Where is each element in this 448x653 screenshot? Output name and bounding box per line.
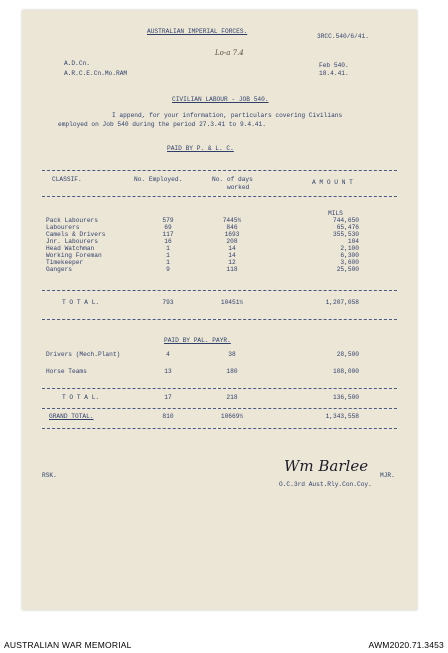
row-employed: 1 xyxy=(166,252,170,259)
signature: Wm Barlee xyxy=(284,457,369,475)
total-amount: 136,500 xyxy=(333,394,359,401)
row-class: Jnr. Labourers xyxy=(46,238,98,245)
row-amount: 2,100 xyxy=(340,245,359,252)
subject-line: CIVILIAN LABOUR - JOB 540. xyxy=(172,96,269,103)
grand-total-label: GRAND TOTAL. xyxy=(49,413,94,420)
row-employed: 117 xyxy=(162,231,174,238)
grand-total-days: 10669½ xyxy=(220,413,244,420)
archive-credit: AUSTRALIAN WAR MEMORIAL xyxy=(4,640,132,650)
column-header-amount: A M O U N T xyxy=(312,179,353,186)
row-class: Camels & Drivers xyxy=(46,231,106,238)
row-class: Pack Labourers xyxy=(46,217,98,224)
row-class: Drivers (Mech.Plant) xyxy=(46,351,121,358)
row-employed: 9 xyxy=(166,266,170,273)
section-heading-paid-by-pl: PAID BY P. & L. C. xyxy=(167,145,234,152)
row-days: 1693 xyxy=(224,231,240,238)
row-amount: 65,476 xyxy=(336,224,359,231)
total-label: T O T A L. xyxy=(62,299,100,306)
column-header-employed: No. Employed. xyxy=(134,176,183,183)
intro-line-2: employed on Job 540 during the period 27.3.41 to 9.4.41. xyxy=(58,121,266,128)
row-amount: 744,650 xyxy=(333,217,359,224)
row-days: 118 xyxy=(226,266,238,273)
row-class: Labourers xyxy=(46,224,80,231)
table-rule xyxy=(42,196,397,197)
total-employed: 17 xyxy=(164,394,172,401)
table-rule xyxy=(42,388,397,389)
intro-line-1: I append, for your information, particulars covering Civilians xyxy=(112,112,343,119)
row-days: 38 xyxy=(228,351,236,358)
column-header-days-2: worked xyxy=(227,184,250,191)
row-days: 208 xyxy=(226,238,238,245)
table-rule xyxy=(42,428,397,429)
row-employed: 16 xyxy=(164,238,172,245)
row-amount: 108,000 xyxy=(333,368,359,375)
row-employed: 1 xyxy=(166,259,170,266)
table-row xyxy=(22,352,417,359)
row-amount: 6,300 xyxy=(340,252,359,259)
total-days: 10451½ xyxy=(220,299,244,306)
column-header-days: No. of days xyxy=(212,176,253,183)
row-days: 7445½ xyxy=(222,217,242,224)
addressee-line-2: A.R.C.E.Cn.Mo.RAM xyxy=(64,70,128,77)
row-employed: 579 xyxy=(162,217,174,224)
row-class: Head Watchman xyxy=(46,245,95,252)
row-class: Working Foreman xyxy=(46,252,102,259)
row-employed: 1 xyxy=(166,245,170,252)
total-row xyxy=(22,300,417,307)
date-line-2: 18.4.41. xyxy=(319,70,349,77)
row-class: Gangers xyxy=(46,266,72,273)
column-header-classification: CLASSIF. xyxy=(52,176,82,183)
row-employed: 4 xyxy=(166,351,170,358)
row-amount: 25,500 xyxy=(336,266,359,273)
table-rule xyxy=(42,290,397,291)
row-days: 14 xyxy=(228,252,236,259)
total-employed: 793 xyxy=(162,299,174,306)
typist-initials: RSK. xyxy=(42,472,57,479)
amount-unit: MILS xyxy=(328,210,343,217)
table-rule xyxy=(42,170,397,171)
row-amount: 3,600 xyxy=(340,259,359,266)
table-rule xyxy=(42,319,397,320)
row-days: 12 xyxy=(228,259,236,266)
grand-total-row xyxy=(22,414,417,421)
table-row xyxy=(22,267,417,274)
signature-rank: MJR. xyxy=(380,472,395,479)
grand-total-employed: 810 xyxy=(162,413,174,420)
section-heading-paid-by-payr: PAID BY PAL. PAYR. xyxy=(164,337,231,344)
row-class: Horse Teams xyxy=(46,368,87,375)
date-line-1: Feb 540. xyxy=(319,62,349,69)
row-employed: 69 xyxy=(164,224,172,231)
document-title: AUSTRALIAN IMPERIAL FORCES. xyxy=(147,28,248,35)
row-days: 846 xyxy=(226,224,238,231)
row-amount: 104 xyxy=(347,238,359,245)
total-row xyxy=(22,395,417,402)
reference-number: 3RCC.540/6/41. xyxy=(317,33,369,40)
total-label: T O T A L. xyxy=(62,394,100,401)
table-rule xyxy=(42,408,397,409)
handwritten-reference: Lo-a 7.4 xyxy=(215,49,244,57)
table-row xyxy=(22,369,417,376)
total-amount: 1,207,058 xyxy=(325,299,359,306)
row-employed: 13 xyxy=(164,368,172,375)
archive-id: AWM2020.71.3453 xyxy=(368,640,444,650)
row-class: Timekeeper xyxy=(46,259,84,266)
grand-total-amount: 1,343,558 xyxy=(325,413,359,420)
row-days: 14 xyxy=(228,245,236,252)
row-amount: 28,500 xyxy=(336,351,359,358)
total-days: 218 xyxy=(226,394,238,401)
addressee-line-1: A.D.Cn. xyxy=(64,60,90,67)
row-days: 180 xyxy=(226,368,238,375)
document-page xyxy=(22,10,417,610)
row-amount: 355,530 xyxy=(333,231,359,238)
signature-title: O.C.3rd Aust.Rly.Con.Coy. xyxy=(279,481,372,488)
